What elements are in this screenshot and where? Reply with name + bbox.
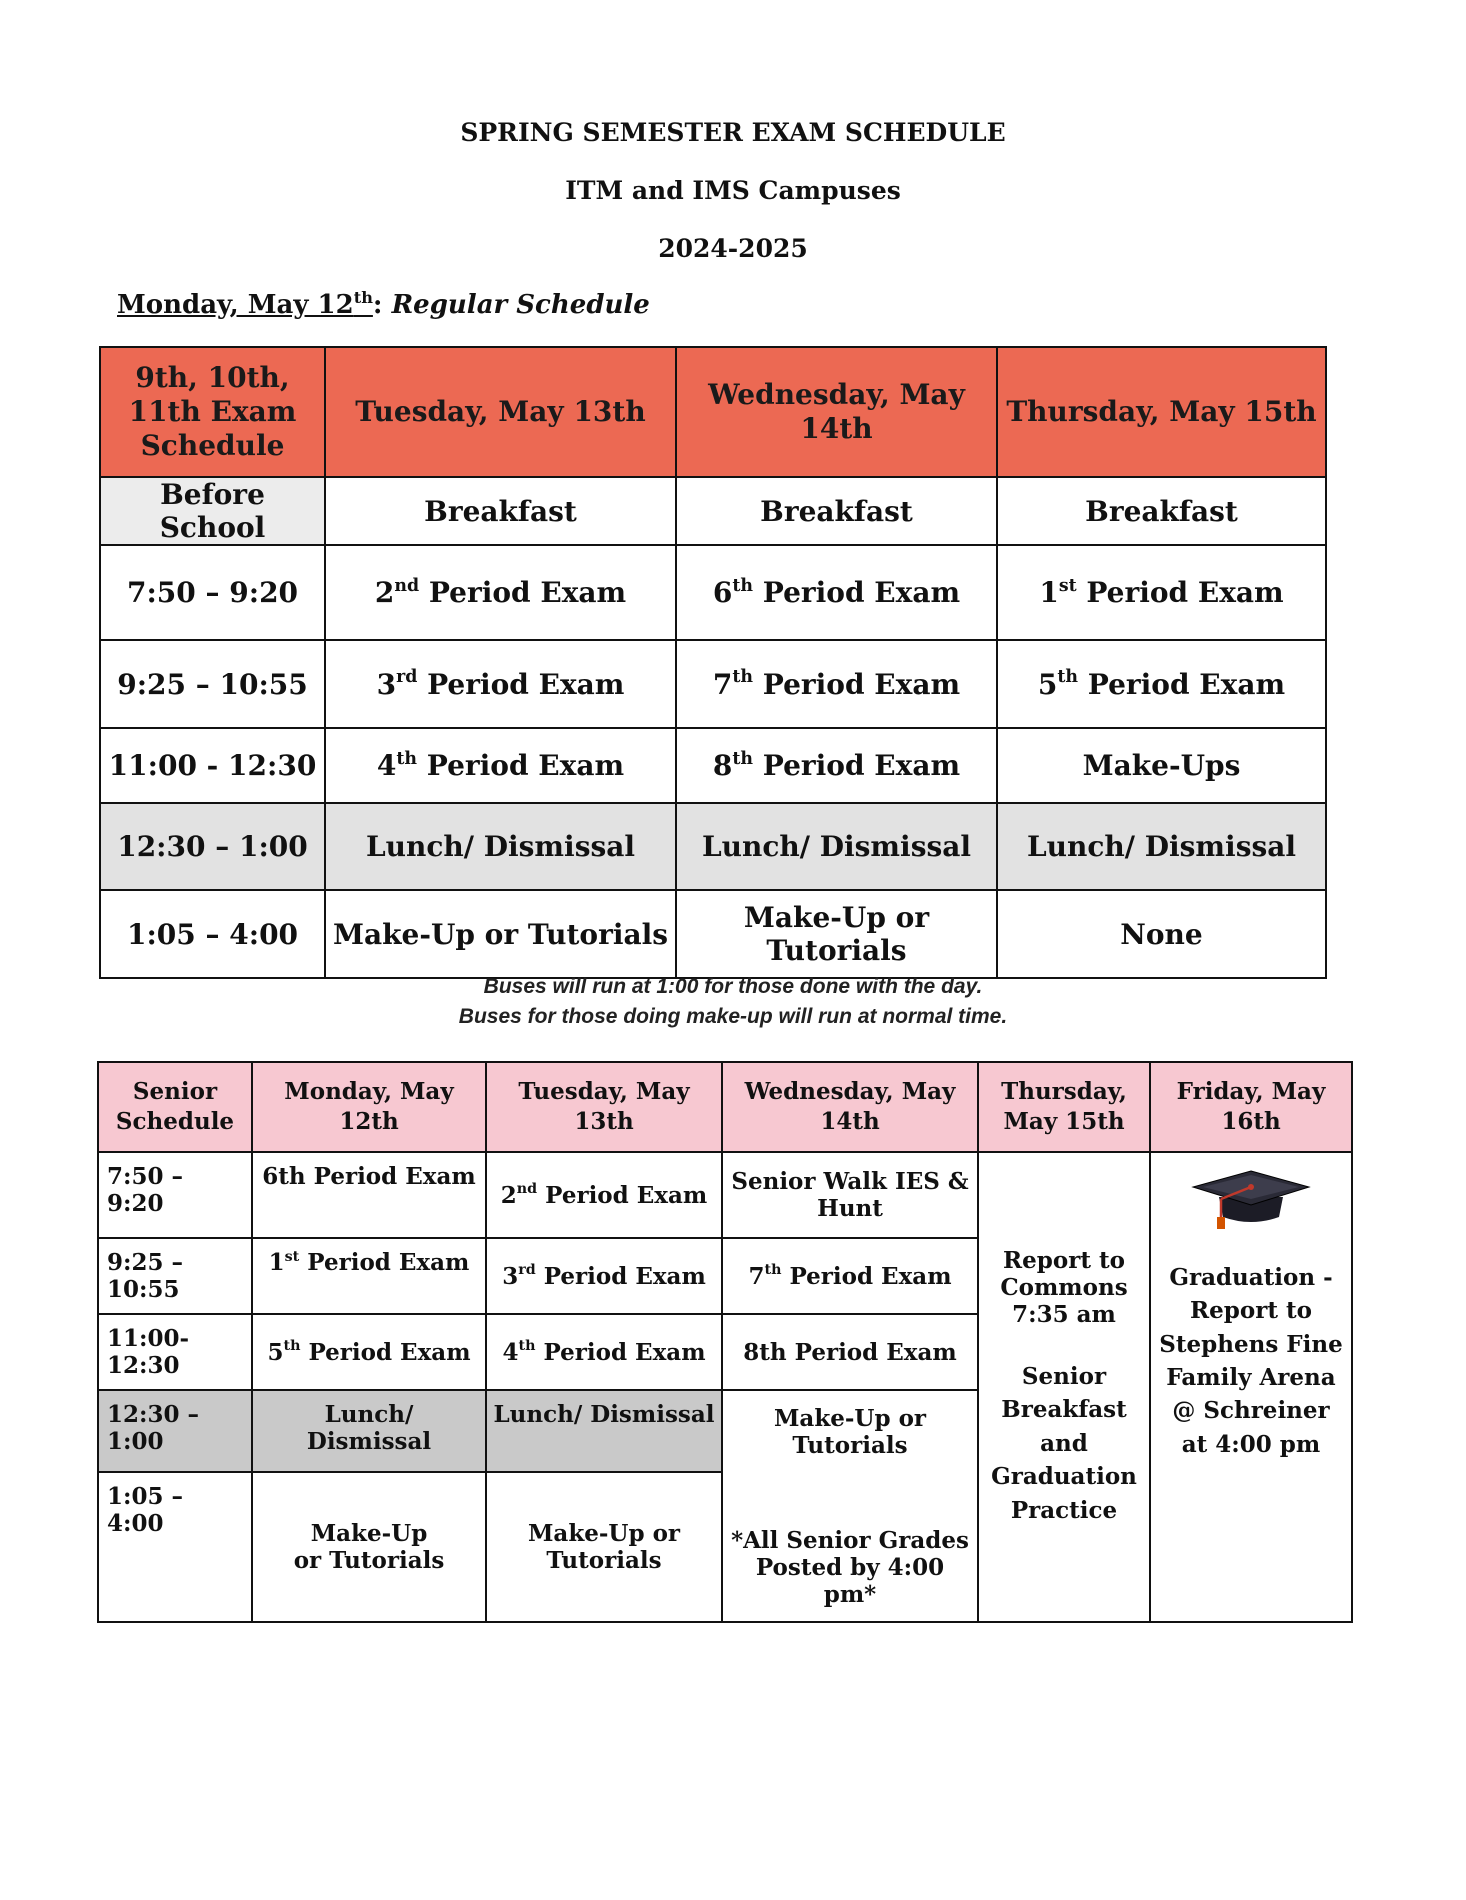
grades-label: 9th, 10th, 11th Exam Schedule: [100, 347, 325, 477]
school-year: 2024-2025: [658, 234, 808, 263]
report-commons: Report to Commons 7:35 am: [1000, 1247, 1128, 1329]
thursday-header: Thursday, May 15th: [978, 1062, 1150, 1152]
schedule-cell: Make-Up or Tutorials: [486, 1472, 722, 1622]
schedule-cell: Make-Up or Tutorials: [252, 1472, 486, 1622]
schedule-cell: Lunch/ Dismissal: [486, 1390, 722, 1472]
friday-senior-cell: [1150, 1152, 1352, 1622]
thursday-header: Thursday, May 15th: [997, 347, 1326, 477]
schedule-cell: 4th Period Exam: [325, 728, 676, 803]
table-row: [100, 545, 1326, 640]
table-row: [100, 477, 1326, 545]
table-row: [100, 640, 1326, 728]
time-cell: Before School: [100, 477, 325, 545]
monday-schedule-type: Regular Schedule: [391, 290, 650, 320]
schedule-cell: Make-Ups: [997, 728, 1326, 803]
schedule-cell: 2nd Period Exam: [486, 1152, 722, 1238]
schedule-cell: 1st Period Exam: [252, 1238, 486, 1314]
time-cell: 11:00 - 12:30: [100, 728, 325, 803]
senior-label: Senior Schedule: [98, 1062, 252, 1152]
time-cell: 1:05 – 4:00: [98, 1472, 252, 1622]
schedule-cell: Breakfast: [325, 477, 676, 545]
thursday-senior-cell: [978, 1152, 1150, 1622]
schedule-cell: 7th Period Exam: [722, 1238, 978, 1314]
time-cell: 12:30 – 1:00: [100, 803, 325, 890]
breakfast-practice: Senior Breakfast and Graduation Practice: [991, 1363, 1137, 1524]
schedule-cell: 5th Period Exam: [252, 1314, 486, 1390]
monday-note: Monday, May 12th: Regular Schedule: [117, 287, 650, 320]
schedule-cell: 4th Period Exam: [486, 1314, 722, 1390]
schedule-cell: 1st Period Exam: [997, 545, 1326, 640]
schedule-cell: Make-Up or Tutorials: [676, 890, 997, 978]
monday-header: Monday, May 12th: [252, 1062, 486, 1152]
table-row: [98, 1152, 1352, 1238]
schedule-cell: Make-Up or Tutorials: [325, 890, 676, 978]
schedule-cell: 8th Period Exam: [676, 728, 997, 803]
makeup-tutorials: Make-Up or Tutorials: [773, 1404, 927, 1459]
campuses-subtitle: ITM and IMS Campuses: [565, 176, 901, 205]
schedule-cell: 6th Period Exam: [676, 545, 997, 640]
senior-schedule-table: [97, 1061, 1353, 1623]
time-cell: 12:30 – 1:00: [98, 1390, 252, 1472]
table-row: [100, 890, 1326, 978]
exam-schedule-table: [99, 346, 1327, 979]
time-cell: 9:25 – 10:55: [100, 640, 325, 728]
monday-date: Monday, May 12th: [117, 287, 373, 320]
schedule-cell: 2nd Period Exam: [325, 545, 676, 640]
schedule-cell: 8th Period Exam: [722, 1314, 978, 1390]
schedule-cell: None: [997, 890, 1326, 978]
graduation-info: Graduation - Report to Stephens Fine Family Arena @ Schreiner at 4:00 pm: [1159, 1264, 1343, 1458]
schedule-cell: 6th Period Exam: [252, 1152, 486, 1238]
tuesday-header: Tuesday, May 13th: [486, 1062, 722, 1152]
schedule-cell: Breakfast: [997, 477, 1326, 545]
time-cell: 1:05 – 4:00: [100, 890, 325, 978]
bus-note-1: Buses will run at 1:00 for those done with the day.: [483, 975, 983, 998]
schedule-cell: Breakfast: [676, 477, 997, 545]
tuesday-header: Tuesday, May 13th: [325, 347, 676, 477]
schedule-cell: [722, 1390, 978, 1622]
schedule-cell: 3rd Period Exam: [486, 1238, 722, 1314]
page-title: SPRING SEMESTER EXAM SCHEDULE: [460, 118, 1006, 147]
schedule-cell: Lunch/ Dismissal: [252, 1390, 486, 1472]
time-cell: 7:50 – 9:20: [100, 545, 325, 640]
schedule-cell: Lunch/ Dismissal: [325, 803, 676, 890]
table-header-row: [98, 1062, 1352, 1152]
graduation-cap-icon: [1191, 1167, 1311, 1233]
schedule-cell: Lunch/ Dismissal: [676, 803, 997, 890]
friday-header: Friday, May 16th: [1150, 1062, 1352, 1152]
schedule-cell: 7th Period Exam: [676, 640, 997, 728]
time-cell: 9:25 – 10:55: [98, 1238, 252, 1314]
bus-note-2: Buses for those doing make-up will run at normal time.: [458, 1005, 1008, 1028]
table-header-row: [100, 347, 1326, 477]
time-cell: 7:50 – 9:20: [98, 1152, 252, 1238]
table-row: [100, 803, 1326, 890]
table-row: [100, 728, 1326, 803]
schedule-cell: 3rd Period Exam: [325, 640, 676, 728]
schedule-cell: 5th Period Exam: [997, 640, 1326, 728]
schedule-cell: Lunch/ Dismissal: [997, 803, 1326, 890]
schedule-cell: Senior Walk IES & Hunt: [722, 1152, 978, 1238]
wednesday-header: Wednesday, May 14th: [676, 347, 997, 477]
wednesday-header: Wednesday, May 14th: [722, 1062, 978, 1152]
grades-posted-note: *All Senior Grades Posted by 4:00 pm*: [731, 1526, 969, 1608]
time-cell: 11:00- 12:30: [98, 1314, 252, 1390]
